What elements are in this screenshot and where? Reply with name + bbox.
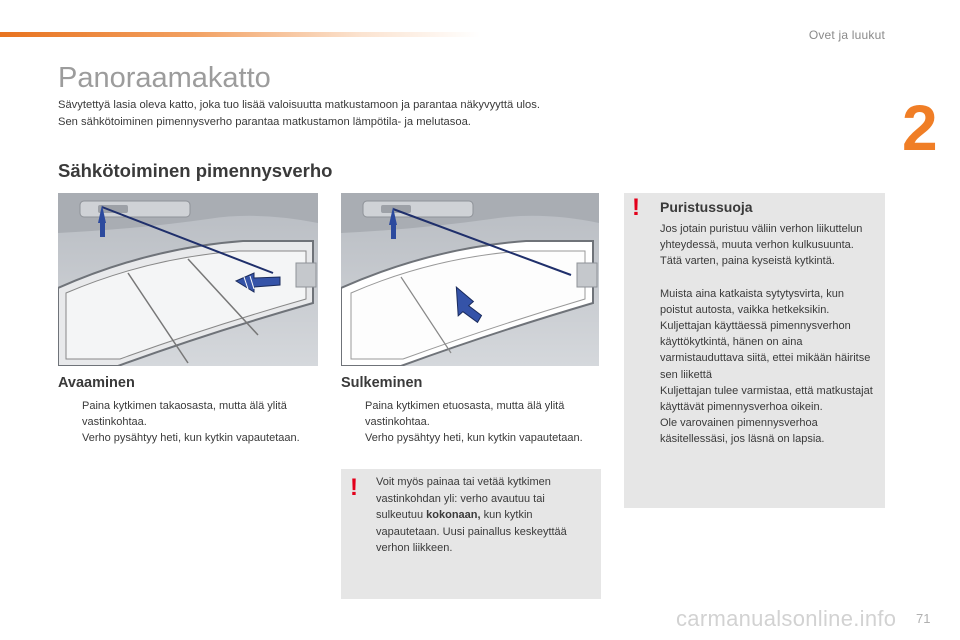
close-instructions [343,398,583,446]
page-number: 71 [916,611,931,626]
open-step-2: Verho pysähtyy heti, kun kytkin vapautetaan. [82,432,300,444]
chapter-number: 2 [902,92,938,164]
note-text: Voit myös painaa tai vetää kytkimen vastinkohdan yli: verho avautuu tai sulkeutuu kokonaan, kun kytkin vapautetaan. Uusi painallus keskeyttää verhon liikkeen. [376,476,567,554]
intro-line-2: Sen sähkötoiminen pimennysverho parantaa matkustamon lämpötila- ja melutasoa. [58,116,471,128]
warning-icon: ! [632,194,640,221]
open-instructions [60,398,300,446]
warning-para-4: Kuljettajan tulee varmistaa, että matkustajat käyttävät pimennysverhoa oikein. [660,384,873,414]
page-title: Panoraamakatto [58,62,271,94]
warning-icon: ! [350,474,358,501]
close-step-1: Paina kytkimen etuosasta, mutta älä ylitä vastinkohtaa. [365,400,565,428]
intro-paragraph [58,97,658,131]
open-heading: Avaaminen [58,375,135,391]
section-subtitle: Sähkötoiminen pimennysverho [58,160,333,181]
open-step-1: Paina kytkimen takaosasta, mutta älä ylitä vastinkohtaa. [82,400,287,428]
sunroof-blind-open-illustration [58,193,318,366]
warning-para-5: Ole varovainen pimennysverhoa käsitellessäsi, jos läsnä on lapsia. [660,417,825,446]
note-bold-text: kokonaan, [426,509,481,521]
warning-para-1: Jos jotain puristuu väliin verhon liikuttelun yhteydessä, muuta verhon kulkusuunta. Tätä varten, paina kyseistä kytkintä. [660,223,863,268]
section-header: Ovet ja luukut [808,28,885,42]
warning-para-3: Kuljettajan käyttäessä pimennysverhon käyttökytkintä, hänen on aina varmistauduttava siitä, ettei mikään häiritse sen liikettä [660,320,871,381]
close-step-2: Verho pysähtyy heti, kun kytkin vapautetaan. [365,432,583,444]
header-accent-bar [0,32,480,37]
warning-text [660,221,878,448]
sunroof-blind-close-illustration [341,193,599,366]
intro-line-1: Sävytettyä lasia oleva katto, joka tuo lisää valoisuutta matkustamoon ja parantaa näkyvyyttä ulos. [58,99,540,111]
close-heading: Sulkeminen [341,375,423,391]
watermark: carmanualsonline.info [676,606,897,631]
warning-title: Puristussuoja [660,199,753,215]
warning-para-2: Muista aina katkaista sytytysvirta, kun poistut autosta, vaikka hetkeksikin. [660,287,845,316]
